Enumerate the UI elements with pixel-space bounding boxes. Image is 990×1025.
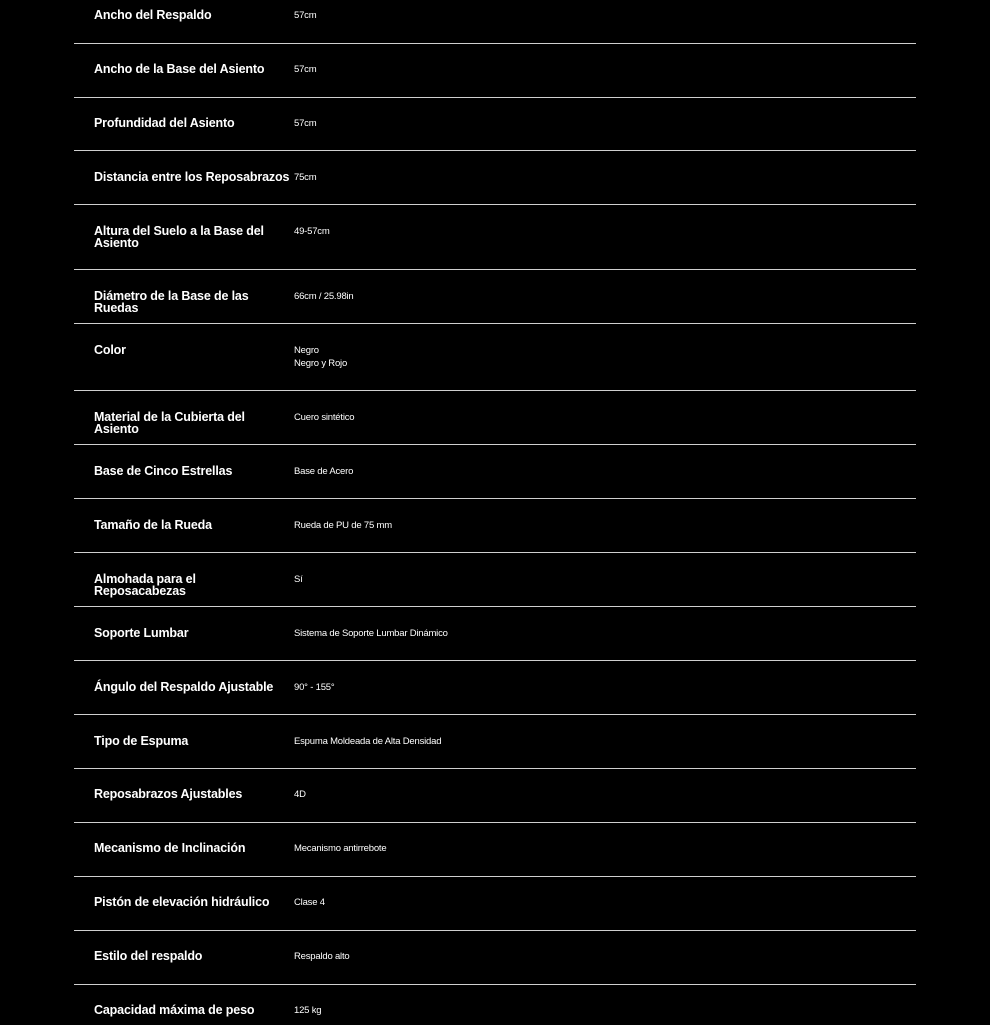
spec-label: Tamaño de la Rueda [94,518,212,532]
spec-value: 90° - 155° [294,682,335,693]
spec-value: Espuma Moldeada de Alta Densidad [294,736,442,747]
spec-value: 57cm [294,64,317,75]
spec-label: Reposabrazos Ajustables [94,787,243,801]
spec-row [74,553,916,607]
spec-value: Sistema de Soporte Lumbar Dinámico [294,628,448,639]
spec-row [74,270,916,324]
spec-label: Profundidad del Asiento [94,116,235,130]
spec-label: Pistón de elevación hidráulico [94,895,270,909]
spec-row [74,661,916,715]
spec-row [74,391,916,445]
spec-value: Respaldo alto [294,951,350,962]
spec-row [74,877,916,931]
spec-row [74,0,916,44]
spec-row [74,44,916,98]
spec-label: Base de Cinco Estrellas [94,464,233,478]
spec-row [74,324,916,391]
spec-value: Sí [294,574,303,585]
spec-value: Rueda de PU de 75 mm [294,520,392,531]
spec-value: 57cm [294,118,317,129]
spec-row [74,823,916,877]
spec-label: Diámetro de la Base de las Ruedas [94,289,249,315]
spec-label: Capacidad máxima de peso [94,1003,255,1017]
spec-label: Material de la Cubierta del Asiento [94,410,245,436]
spec-label: Estilo del respaldo [94,949,203,963]
spec-label: Ancho de la Base del Asiento [94,62,265,76]
spec-label: Altura del Suelo a la Base del Asiento [94,224,264,250]
spec-value: 125 kg [294,1005,322,1016]
spec-row [74,769,916,823]
spec-row [74,499,916,553]
spec-row [74,445,916,499]
spec-label: Distancia entre los Reposabrazos [94,170,290,184]
spec-row [74,931,916,985]
spec-value: 49-57cm [294,226,330,237]
spec-row [74,98,916,151]
spec-label: Tipo de Espuma [94,734,189,748]
spec-row [74,607,916,661]
spec-row [74,151,916,205]
spec-label: Ángulo del Respaldo Ajustable [94,680,274,694]
spec-value: Negro Negro y Rojo [294,345,348,369]
spec-value: 4D [294,789,306,800]
spec-row [74,985,916,1025]
spec-value: 75cm [294,172,317,183]
spec-value: Clase 4 [294,897,325,908]
spec-row [74,715,916,769]
spec-value: 57cm [294,10,317,21]
spec-row [74,205,916,270]
spec-label: Color [94,343,126,357]
spec-label: Soporte Lumbar [94,626,189,640]
spec-label: Mecanismo de Inclinación [94,841,246,855]
spec-value: 66cm / 25.98in [294,291,354,302]
spec-value: Cuero sintético [294,412,355,423]
spec-label: Almohada para el Reposacabezas [94,572,196,598]
spec-value: Mecanismo antirrebote [294,843,387,854]
spec-value: Base de Acero [294,466,354,477]
spec-label: Ancho del Respaldo [94,8,212,22]
